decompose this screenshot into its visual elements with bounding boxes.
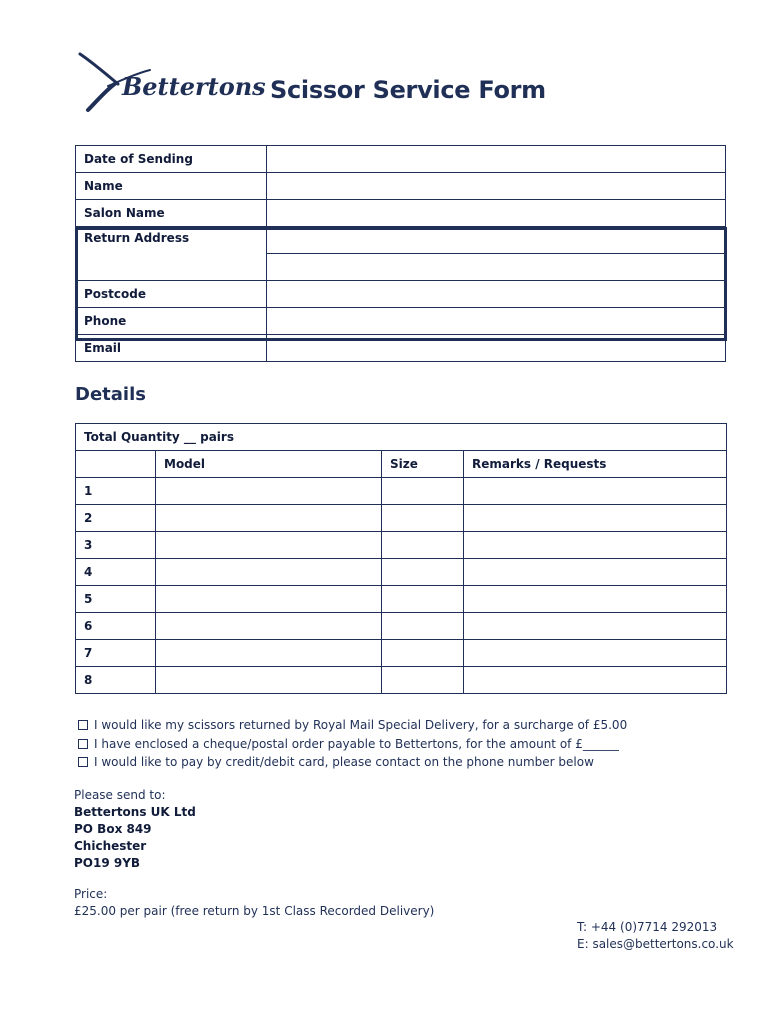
size-cell[interactable] — [382, 586, 464, 613]
checkbox[interactable] — [78, 757, 88, 767]
table-row — [76, 227, 726, 254]
remarks-cell[interactable] — [464, 613, 727, 640]
table-row — [76, 505, 727, 532]
remarks-cell[interactable] — [464, 586, 727, 613]
option-cheque[interactable] — [78, 735, 627, 754]
checkbox[interactable] — [78, 739, 88, 749]
price-block — [74, 886, 434, 920]
size-cell[interactable] — [382, 640, 464, 667]
table-row — [76, 200, 726, 227]
table-row — [76, 478, 727, 505]
column-header: Model — [156, 451, 382, 478]
model-cell[interactable] — [156, 586, 382, 613]
email-field[interactable] — [267, 335, 726, 362]
field-label: Postcode — [76, 281, 267, 308]
model-cell[interactable] — [156, 667, 382, 694]
size-cell[interactable] — [382, 667, 464, 694]
option-label: I have enclosed a cheque/postal order payable to Bettertons, for the amount of £______ — [94, 736, 619, 751]
row-number: 3 — [76, 532, 156, 559]
table-row — [76, 532, 727, 559]
option-card[interactable] — [78, 753, 627, 772]
total-quantity[interactable]: Total Quantity __ pairs — [76, 424, 727, 451]
size-cell[interactable] — [382, 505, 464, 532]
table-row — [76, 559, 727, 586]
options-list — [78, 716, 627, 772]
table-row — [76, 173, 726, 200]
price-label: Price: — [74, 887, 108, 901]
phone-field[interactable] — [267, 308, 726, 335]
return-address-line-1[interactable] — [267, 227, 726, 254]
remarks-cell[interactable] — [464, 478, 727, 505]
model-cell[interactable] — [156, 640, 382, 667]
column-header: Remarks / Requests — [464, 451, 727, 478]
send-to-intro: Please send to: — [74, 788, 166, 802]
column-header: Size — [382, 451, 464, 478]
size-cell[interactable] — [382, 532, 464, 559]
price-text: £25.00 per pair (free return by 1st Class Recorded Delivery) — [74, 904, 435, 918]
table-row — [76, 613, 727, 640]
details-heading: Details — [75, 384, 146, 405]
checkbox[interactable] — [78, 720, 88, 730]
size-cell[interactable] — [382, 478, 464, 505]
model-cell[interactable] — [156, 505, 382, 532]
remarks-cell[interactable] — [464, 532, 727, 559]
row-number: 5 — [76, 586, 156, 613]
phone-number: T: +44 (0)7714 292013 — [577, 920, 718, 934]
details-table — [75, 423, 727, 694]
row-number: 1 — [76, 478, 156, 505]
model-cell[interactable] — [156, 478, 382, 505]
table-row — [76, 281, 726, 308]
contact-table — [75, 145, 726, 362]
option-label: I would like to pay by credit/debit card, please contact on the phone number below — [94, 755, 594, 769]
brand-wordmark: Bettertons — [122, 72, 266, 101]
table-row — [76, 667, 727, 694]
remarks-cell[interactable] — [464, 640, 727, 667]
remarks-cell[interactable] — [464, 667, 727, 694]
row-number: 4 — [76, 559, 156, 586]
table-row — [76, 424, 727, 451]
model-cell[interactable] — [156, 613, 382, 640]
field-label: Email — [76, 335, 267, 362]
date-of-sending-field[interactable] — [267, 146, 726, 173]
table-row — [76, 586, 727, 613]
email-address[interactable]: E: sales@bettertons.co.uk — [577, 937, 734, 951]
name-field[interactable] — [267, 173, 726, 200]
size-cell[interactable] — [382, 559, 464, 586]
address-line: Chichester — [74, 839, 147, 853]
salon-name-field[interactable] — [267, 200, 726, 227]
postcode-field[interactable] — [267, 281, 726, 308]
field-label: Date of Sending — [76, 146, 267, 173]
row-number: 7 — [76, 640, 156, 667]
field-label: Name — [76, 173, 267, 200]
column-header — [76, 451, 156, 478]
remarks-cell[interactable] — [464, 505, 727, 532]
form-title: Scissor Service Form — [270, 76, 546, 104]
model-cell[interactable] — [156, 559, 382, 586]
address-line: PO19 9YB — [74, 856, 141, 870]
table-header-row — [76, 451, 727, 478]
table-row — [76, 146, 726, 173]
field-label: Phone — [76, 308, 267, 335]
table-row — [76, 308, 726, 335]
footer-contact — [577, 919, 734, 953]
row-number: 2 — [76, 505, 156, 532]
size-cell[interactable] — [382, 613, 464, 640]
address-line: Bettertons UK Ltd — [74, 805, 196, 819]
model-cell[interactable] — [156, 532, 382, 559]
brand-logo — [78, 52, 266, 114]
send-to-address — [74, 787, 196, 872]
address-line: PO Box 849 — [74, 822, 152, 836]
field-label: Return Address — [76, 227, 267, 281]
option-label: I would like my scissors returned by Royal Mail Special Delivery, for a surcharge of £5.00 — [94, 718, 628, 732]
row-number: 8 — [76, 667, 156, 694]
table-row — [76, 335, 726, 362]
field-label: Salon Name — [76, 200, 267, 227]
row-number: 6 — [76, 613, 156, 640]
remarks-cell[interactable] — [464, 559, 727, 586]
table-row — [76, 640, 727, 667]
option-special-delivery[interactable] — [78, 716, 627, 735]
return-address-line-2[interactable] — [267, 254, 726, 281]
